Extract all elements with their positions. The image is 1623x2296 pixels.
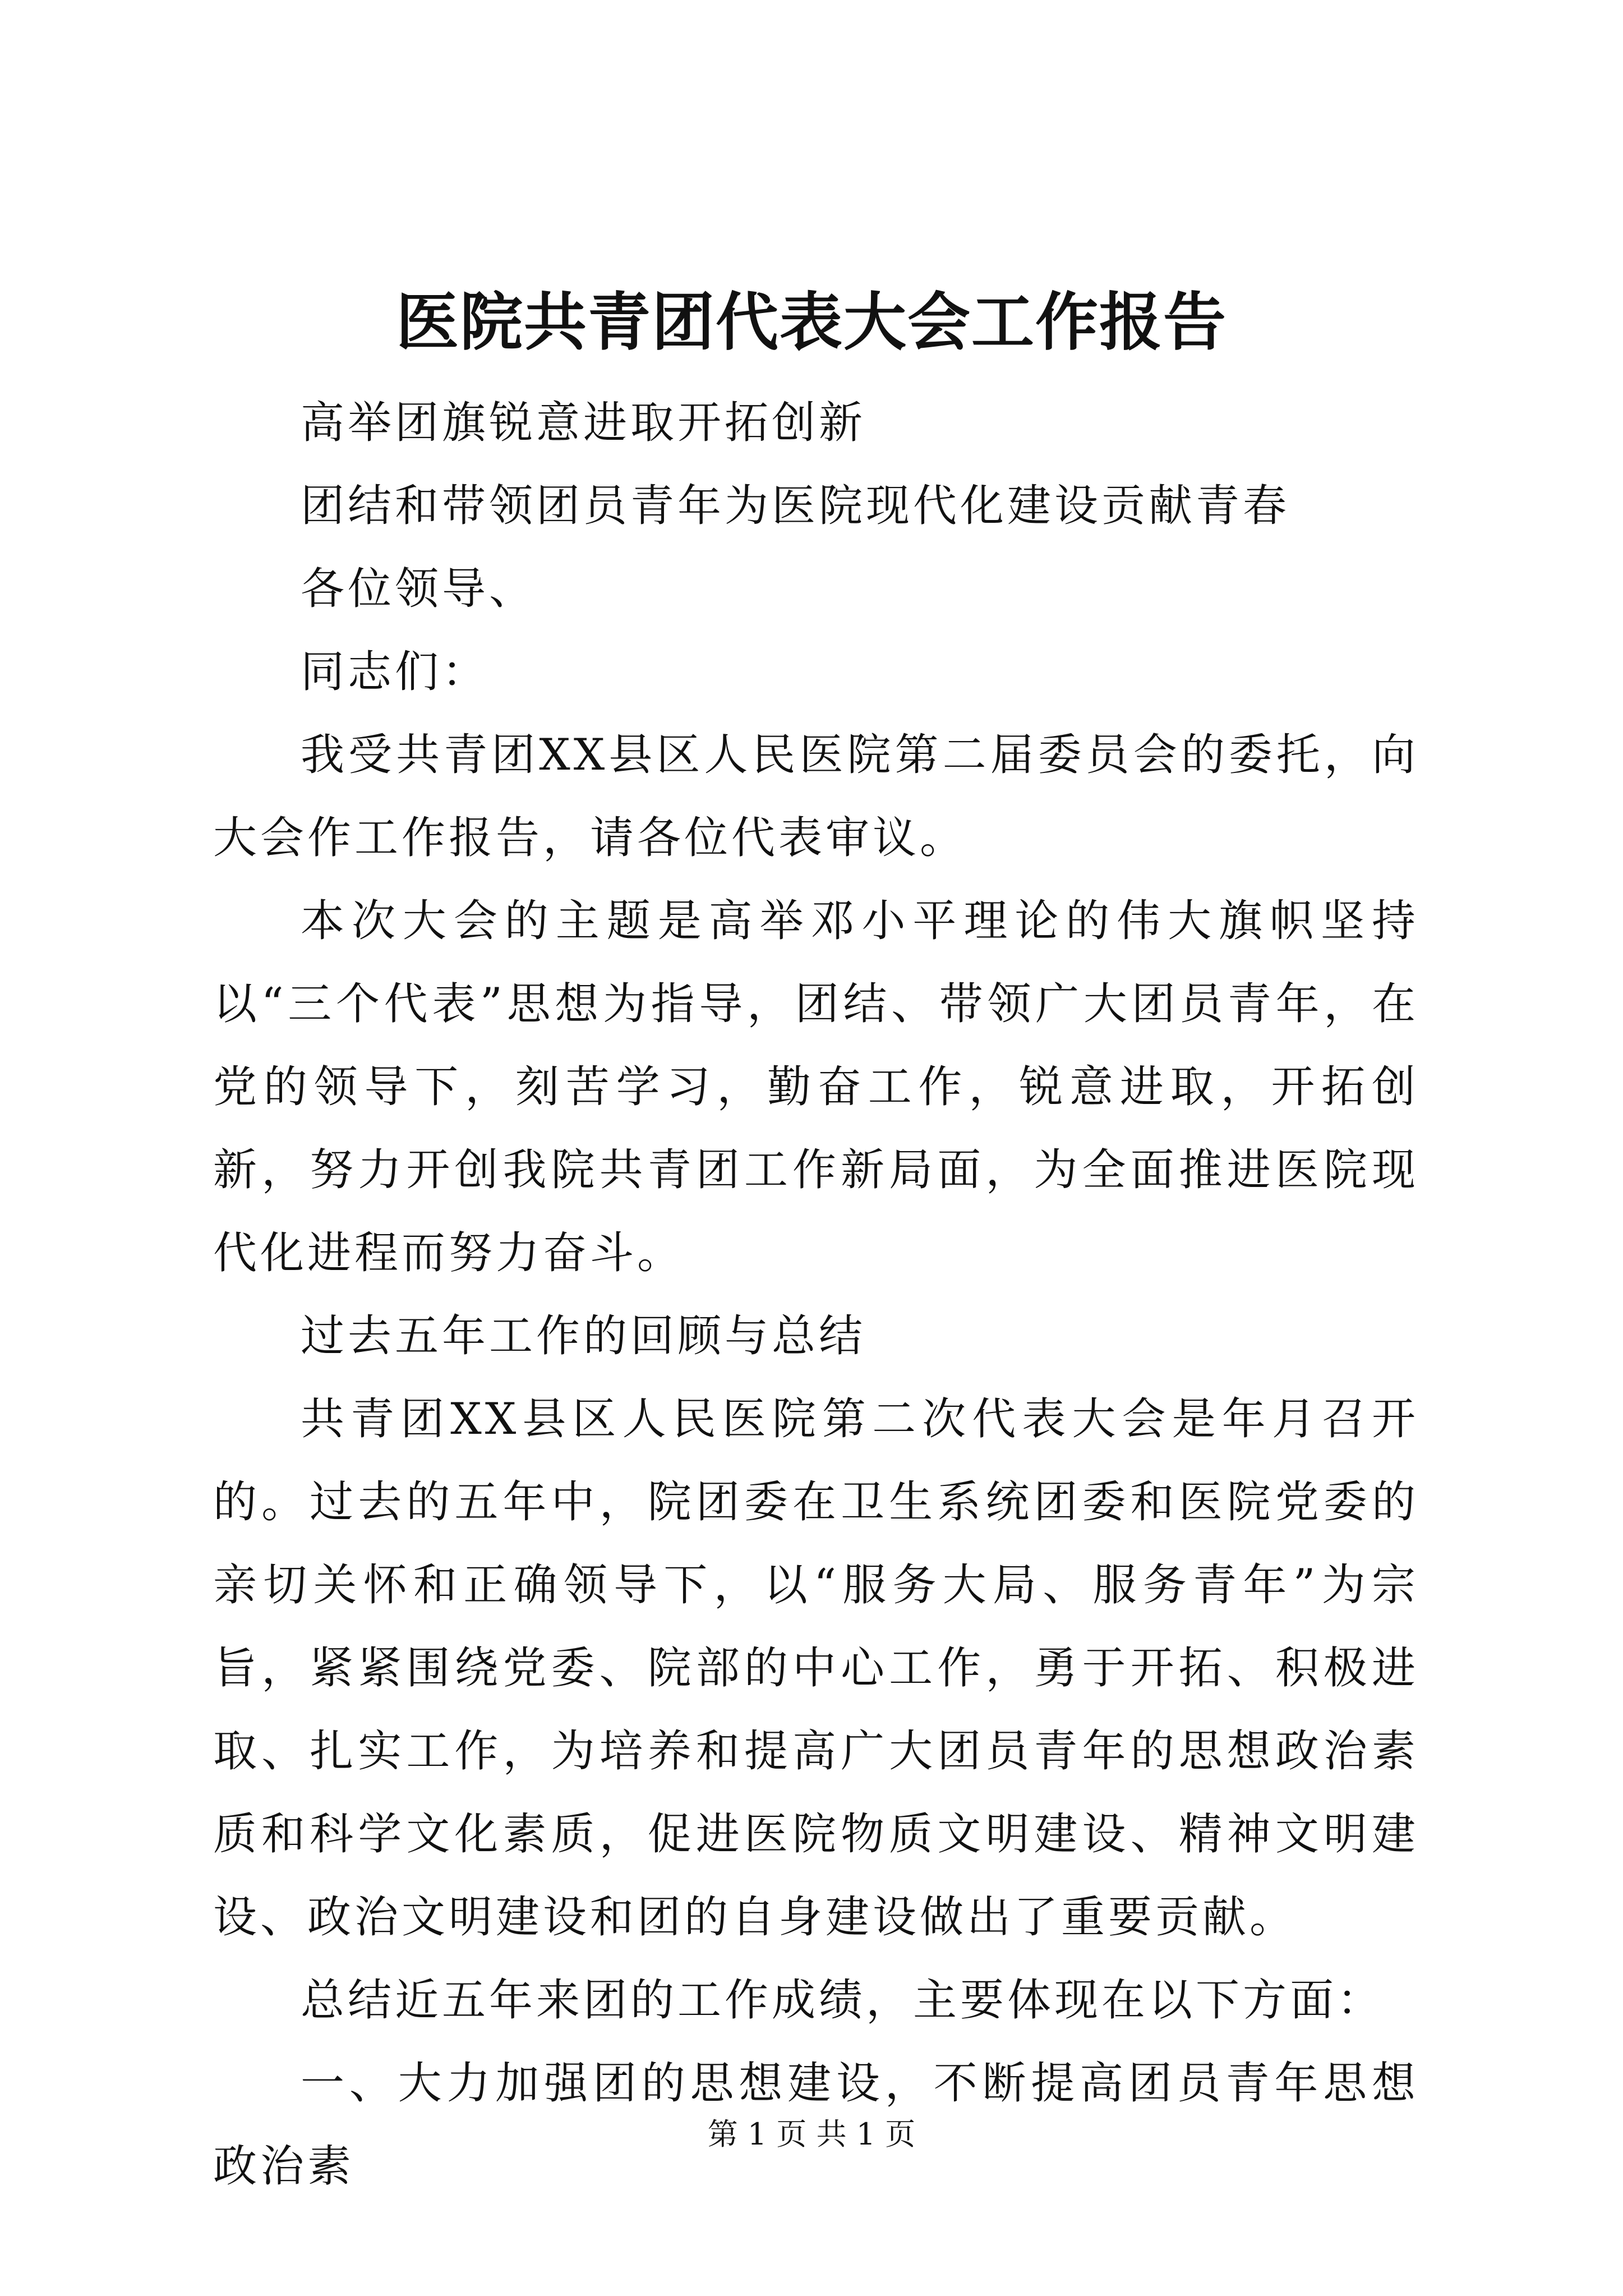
document-title: 医院共青团代表大会工作报告 — [396, 286, 1227, 359]
document-body — [213, 381, 1419, 2208]
paragraph-slogan-2: 团结和带领团员青年为医院现代化建设贡献青春 — [301, 481, 1290, 531]
paragraph-point-one: 一、大力加强团的思想建设，不断提高团员青年思想政治素 — [213, 2058, 1419, 2192]
page-footer: 第 1 页 共 1 页 — [707, 2116, 916, 2152]
paragraph-summary-intro: 总结近五年来团的工作成绩，主要体现在以下方面： — [301, 1975, 1385, 2026]
paragraph-theme: 本次大会的主题是高举邓小平理论的伟大旗帜坚持以“三个代表”思想为指导，团结、带领广大团员青年，在党的领导下，刻苦学习，勤奋工作，锐意进取，开拓创新，努力开创我院共青团工作新局面，为全面推进医院现代化进程而努力奋斗。 — [213, 896, 1419, 1278]
paragraph-introduction: 我受共青团XX县区人民医院第二届委员会的委托，向大会作工作报告，请各位代表审议。 — [213, 730, 1419, 863]
paragraph-salutation-2: 同志们： — [301, 647, 490, 697]
paragraph-salutation-1: 各位领导、 — [301, 564, 537, 614]
paragraph-slogan-1: 高举团旗锐意进取开拓创新 — [301, 398, 866, 448]
paragraph-review: 共青团XX县区人民医院第二次代表大会是年月召开的。过去的五年中，院团委在卫生系统团委和医院党委的亲切关怀和正确领导下，以“服务大局、服务青年”为宗旨，紧紧围绕党委、院部的中心工作，勇于开拓、积极进取、扎实工作，为培养和提高广大团员青年的思想政治素质和科学文化素质，促进医院物质文明建设、精神文明建设、政治文明建设和团的自身建设做出了重要贡献。 — [213, 1394, 1419, 1943]
section-heading-review: 过去五年工作的回顾与总结 — [301, 1311, 866, 1361]
